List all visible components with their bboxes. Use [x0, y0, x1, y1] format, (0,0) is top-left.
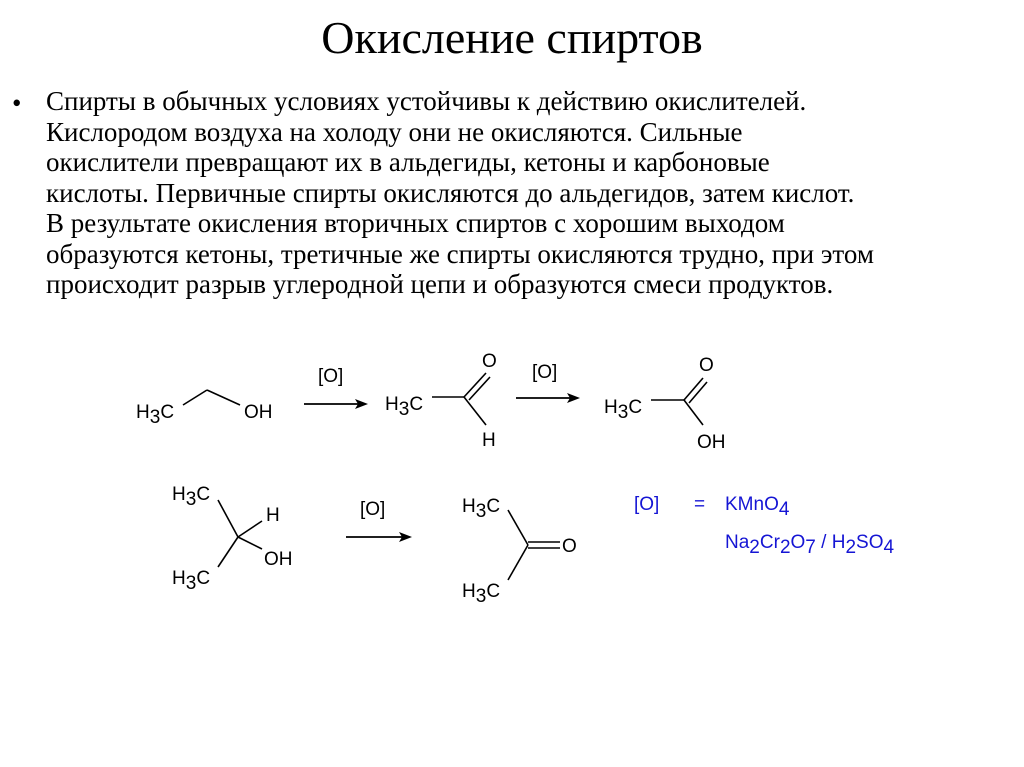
paragraph-line: Спирты в обычных условиях устойчивы к действию окислителей. — [46, 86, 807, 116]
hydroxyl-label: OH — [697, 432, 726, 453]
reaction-arrow-2 — [516, 362, 580, 403]
ethanol-structure — [136, 390, 273, 428]
oxygen-label: O — [699, 355, 714, 376]
oxidant-label: [O] — [532, 362, 558, 383]
paragraph-line: В результате окисления вторичных спиртов с хорошим выходом — [46, 208, 785, 238]
isopropanol-structure — [172, 484, 293, 594]
oxidant-label: [O] — [360, 499, 386, 520]
atom-label: H3C — [604, 397, 643, 423]
acetic-acid-structure — [604, 355, 726, 453]
atom-label: H3C — [172, 484, 211, 510]
oxygen-label: O — [562, 536, 577, 557]
page-title: Окисление спиртов — [321, 12, 703, 63]
acetone-structure — [462, 496, 577, 607]
hydrogen-label: H — [266, 505, 280, 526]
oxygen-label: O — [482, 351, 497, 372]
oxidation-reaction-scheme — [0, 330, 1024, 630]
atom-label: H3C — [385, 394, 424, 420]
paragraph-line: Кислородом воздуха на холоду они не окисляются. Сильные — [46, 116, 743, 147]
reaction-arrow-3 — [346, 499, 412, 542]
atom-label: H3C — [136, 402, 175, 428]
bullet-paragraph — [46, 86, 1018, 300]
hydrogen-label: H — [482, 430, 496, 451]
oxidant-label: [O] — [318, 366, 344, 387]
bullet-marker: • — [12, 88, 22, 118]
hydroxyl-label: OH — [244, 402, 273, 423]
acetaldehyde-structure — [385, 351, 497, 451]
reagent-kmno4: KMnO4 — [725, 494, 790, 520]
atom-label: H3C — [462, 581, 501, 607]
paragraph-line: образуются кетоны, третичные же спирты окисляются трудно, при этом — [46, 238, 874, 269]
reaction-arrow-1 — [304, 366, 368, 409]
atom-label: H3C — [172, 568, 211, 594]
paragraph-line: окислители превращают их в альдегиды, кетоны и карбоновые — [46, 147, 770, 177]
reagent-dichromate: Na2Cr2O7 / H2SO4 — [725, 532, 895, 558]
legend-oxidant-label: [O] — [634, 494, 660, 515]
hydroxyl-label: OH — [264, 549, 293, 570]
oxidant-legend — [634, 494, 894, 558]
paragraph-line: кислоты. Первичные спирты окисляются до альдегидов, затем кислот. — [46, 177, 855, 208]
paragraph-line: происходит разрыв углеродной цепи и образуются смеси продуктов. — [46, 269, 834, 299]
atom-label: H3C — [462, 496, 501, 522]
legend-equals: = — [694, 494, 706, 515]
